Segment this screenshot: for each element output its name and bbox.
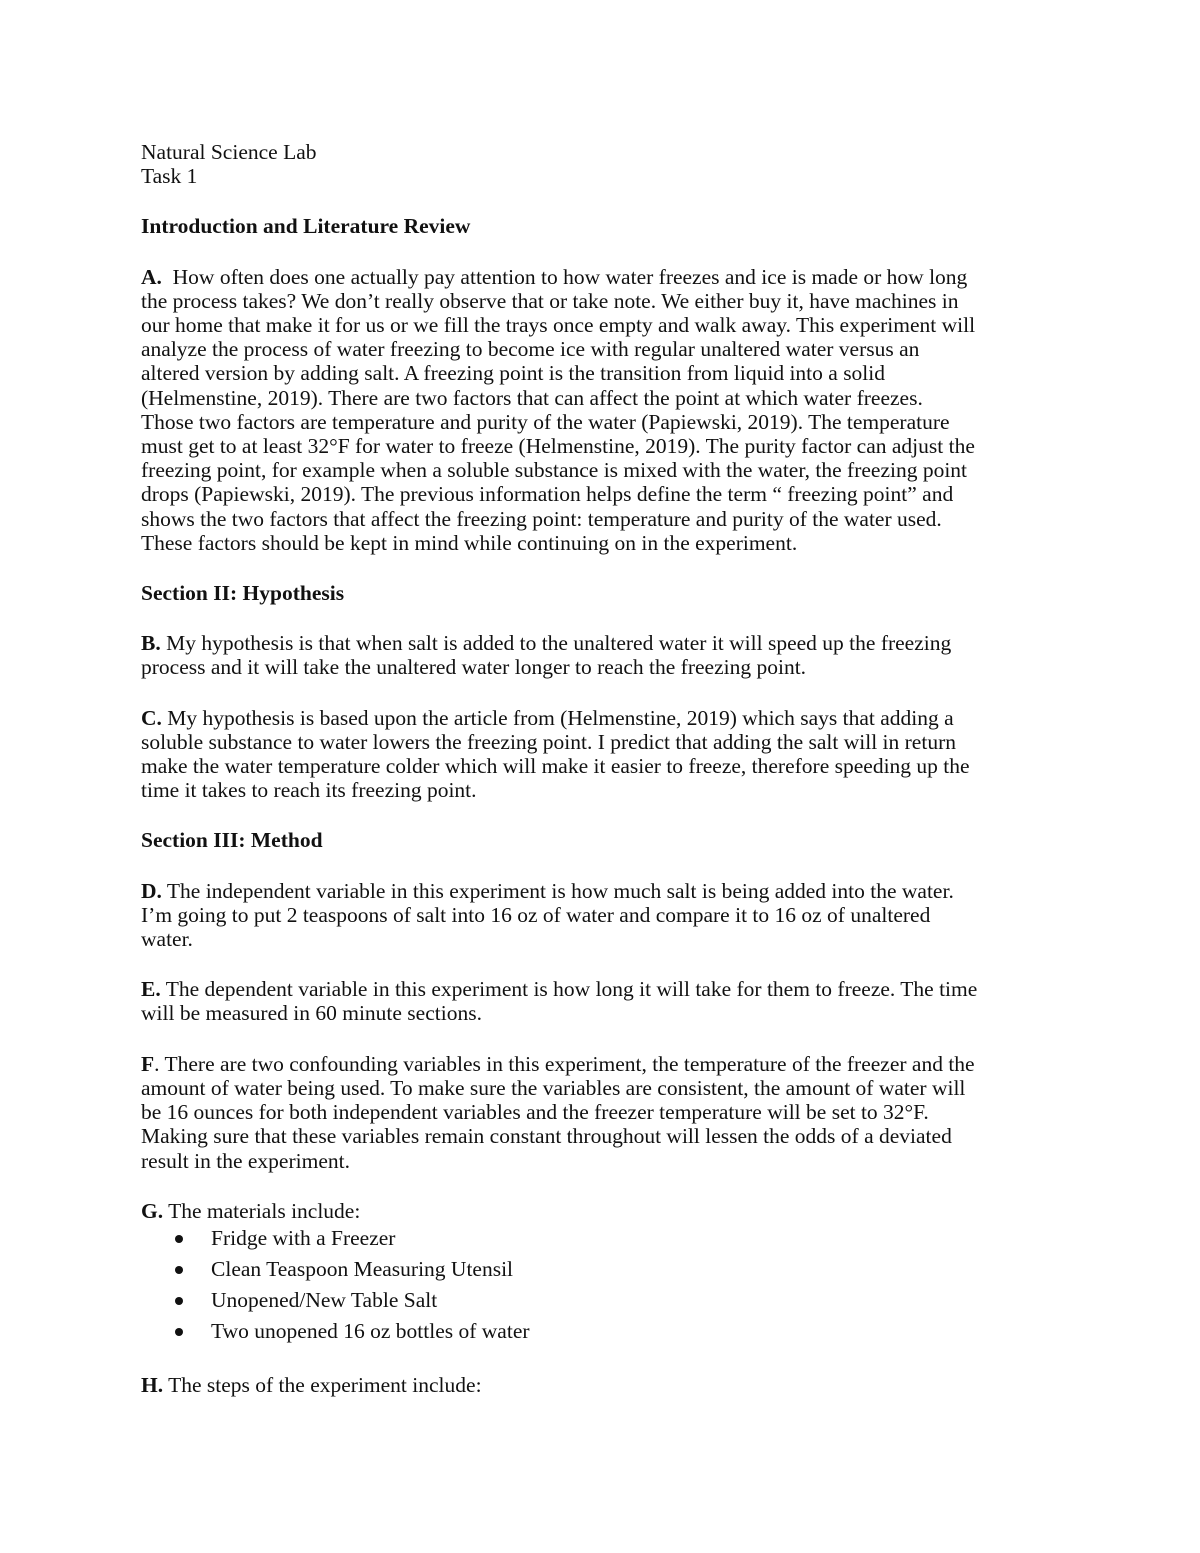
label-b: B. bbox=[141, 631, 161, 656]
paragraph-g bbox=[141, 1199, 1061, 1347]
bullet-icon bbox=[175, 1297, 183, 1305]
paragraph-f-line: Making sure that these variables remain constant throughout will lessen the odds of a deviated bbox=[141, 1124, 952, 1149]
paragraph-c-line: make the water temperature colder which will make it easier to freeze, therefore speeding up the bbox=[141, 754, 970, 779]
material-label: Clean Teaspoon Measuring Utensil bbox=[211, 1256, 514, 1281]
paragraph-a-line: shows the two factors that affect the freezing point: temperature and purity of the water used. bbox=[141, 506, 942, 531]
paragraph-c-line: My hypothesis is based upon the article from (Helmenstine, 2019) which says that adding a bbox=[161, 705, 954, 730]
hypothesis-heading: Section II: Hypothesis bbox=[141, 581, 345, 606]
list-item bbox=[171, 1223, 1061, 1254]
label-g: G. bbox=[141, 1198, 164, 1223]
paragraph-a-line: (Helmenstine, 2019). There are two factors that can affect the point at which water freezes. bbox=[141, 385, 923, 410]
materials-intro: The materials include: bbox=[163, 1198, 361, 1223]
paragraph-a-line: analyze the process of water freezing to become ice with regular unaltered water versus an bbox=[141, 337, 920, 362]
list-item bbox=[171, 1316, 1061, 1347]
bullet-icon bbox=[175, 1328, 183, 1336]
paragraph-f-line: . There are two confounding variables in this experiment, the temperature of the freezer and the bbox=[154, 1051, 975, 1076]
materials-list bbox=[141, 1223, 1061, 1347]
bullet-icon bbox=[175, 1266, 183, 1274]
paragraph-b bbox=[141, 631, 1061, 679]
paragraph-c-line: time it takes to reach its freezing point. bbox=[141, 778, 477, 803]
paragraph-a-line: altered version by adding salt. A freezing point is the transition from liquid into a solid bbox=[141, 361, 886, 386]
paragraph-d-line: I’m going to put 2 teaspoons of salt into 16 oz of water and compare it to 16 oz of unaltered bbox=[141, 902, 931, 927]
paragraph-f-line: result in the experiment. bbox=[141, 1148, 350, 1173]
label-c: C. bbox=[141, 705, 162, 730]
list-item bbox=[171, 1254, 1061, 1285]
material-label: Fridge with a Freezer bbox=[211, 1225, 396, 1250]
paragraph-b-line: My hypothesis is that when salt is added to the unaltered water it will speed up the freezing bbox=[160, 631, 952, 656]
paragraph-a bbox=[141, 265, 1061, 555]
paragraph-f bbox=[141, 1052, 1061, 1173]
label-d: D. bbox=[141, 878, 162, 903]
paragraph-f-line: amount of water being used. To make sure the variables are consistent, the amount of water will bbox=[141, 1075, 966, 1100]
paragraph-h bbox=[141, 1373, 1061, 1397]
paragraph-a-line: How often does one actually pay attention to how water freezes and ice is made or how long bbox=[172, 264, 968, 289]
paragraph-a-line: must get to at least 32°F for water to freeze (Helmenstine, 2019). The purity factor can adjust the bbox=[141, 434, 975, 459]
paragraph-d-line: water. bbox=[141, 927, 193, 952]
course-title: Natural Science Lab bbox=[141, 140, 317, 164]
bullet-icon bbox=[175, 1235, 183, 1243]
paragraph-a-line: freezing point, for example when a soluble substance is mixed with the water, the freezing point bbox=[141, 458, 968, 483]
paragraph-a-line: Those two factors are temperature and purity of the water (Papiewski, 2019). The temperature bbox=[141, 409, 950, 434]
paragraph-a-line: the process takes? We don’t really observe that or take note. We either buy it, have machines in bbox=[141, 288, 959, 313]
label-e: E. bbox=[141, 977, 161, 1002]
paragraph-e-line: will be measured in 60 minute sections. bbox=[141, 1001, 482, 1026]
paragraph-e-line: The dependent variable in this experiment is how long it will take for them to freeze. The time bbox=[160, 977, 978, 1002]
material-label: Unopened/New Table Salt bbox=[211, 1287, 438, 1312]
label-h: H. bbox=[141, 1372, 164, 1397]
paragraph-d bbox=[141, 879, 1061, 952]
paragraph-a-line: drops (Papiewski, 2019). The previous information helps define the term “ freezing point” and bbox=[141, 482, 954, 507]
material-label: Two unopened 16 oz bottles of water bbox=[211, 1318, 530, 1343]
paragraph-a-line: our home that make it for us or we fill the trays once empty and walk away. This experiment will bbox=[141, 313, 976, 338]
document-page bbox=[141, 140, 1061, 1397]
paragraph-c-line: soluble substance to water lowers the freezing point. I predict that adding the salt will in return bbox=[141, 729, 956, 754]
intro-heading: Introduction and Literature Review bbox=[141, 214, 471, 239]
paragraph-c bbox=[141, 706, 1061, 803]
list-item bbox=[171, 1285, 1061, 1316]
method-heading: Section III: Method bbox=[141, 828, 323, 853]
paragraph-f-line: be 16 ounces for both independent variables and the freezer temperature will be set to 32°F. bbox=[141, 1100, 929, 1125]
label-a: A. bbox=[141, 264, 162, 289]
task-label: Task 1 bbox=[141, 164, 198, 189]
label-f: F bbox=[141, 1051, 155, 1076]
steps-intro: The steps of the experiment include: bbox=[163, 1372, 482, 1397]
paragraph-e bbox=[141, 977, 1061, 1025]
paragraph-b-line: process and it will take the unaltered water longer to reach the freezing point. bbox=[141, 655, 807, 680]
paragraph-a-line: These factors should be kept in mind while continuing on in the experiment. bbox=[141, 530, 798, 555]
paragraph-d-line: The independent variable in this experiment is how much salt is being added into the water. bbox=[161, 878, 954, 903]
